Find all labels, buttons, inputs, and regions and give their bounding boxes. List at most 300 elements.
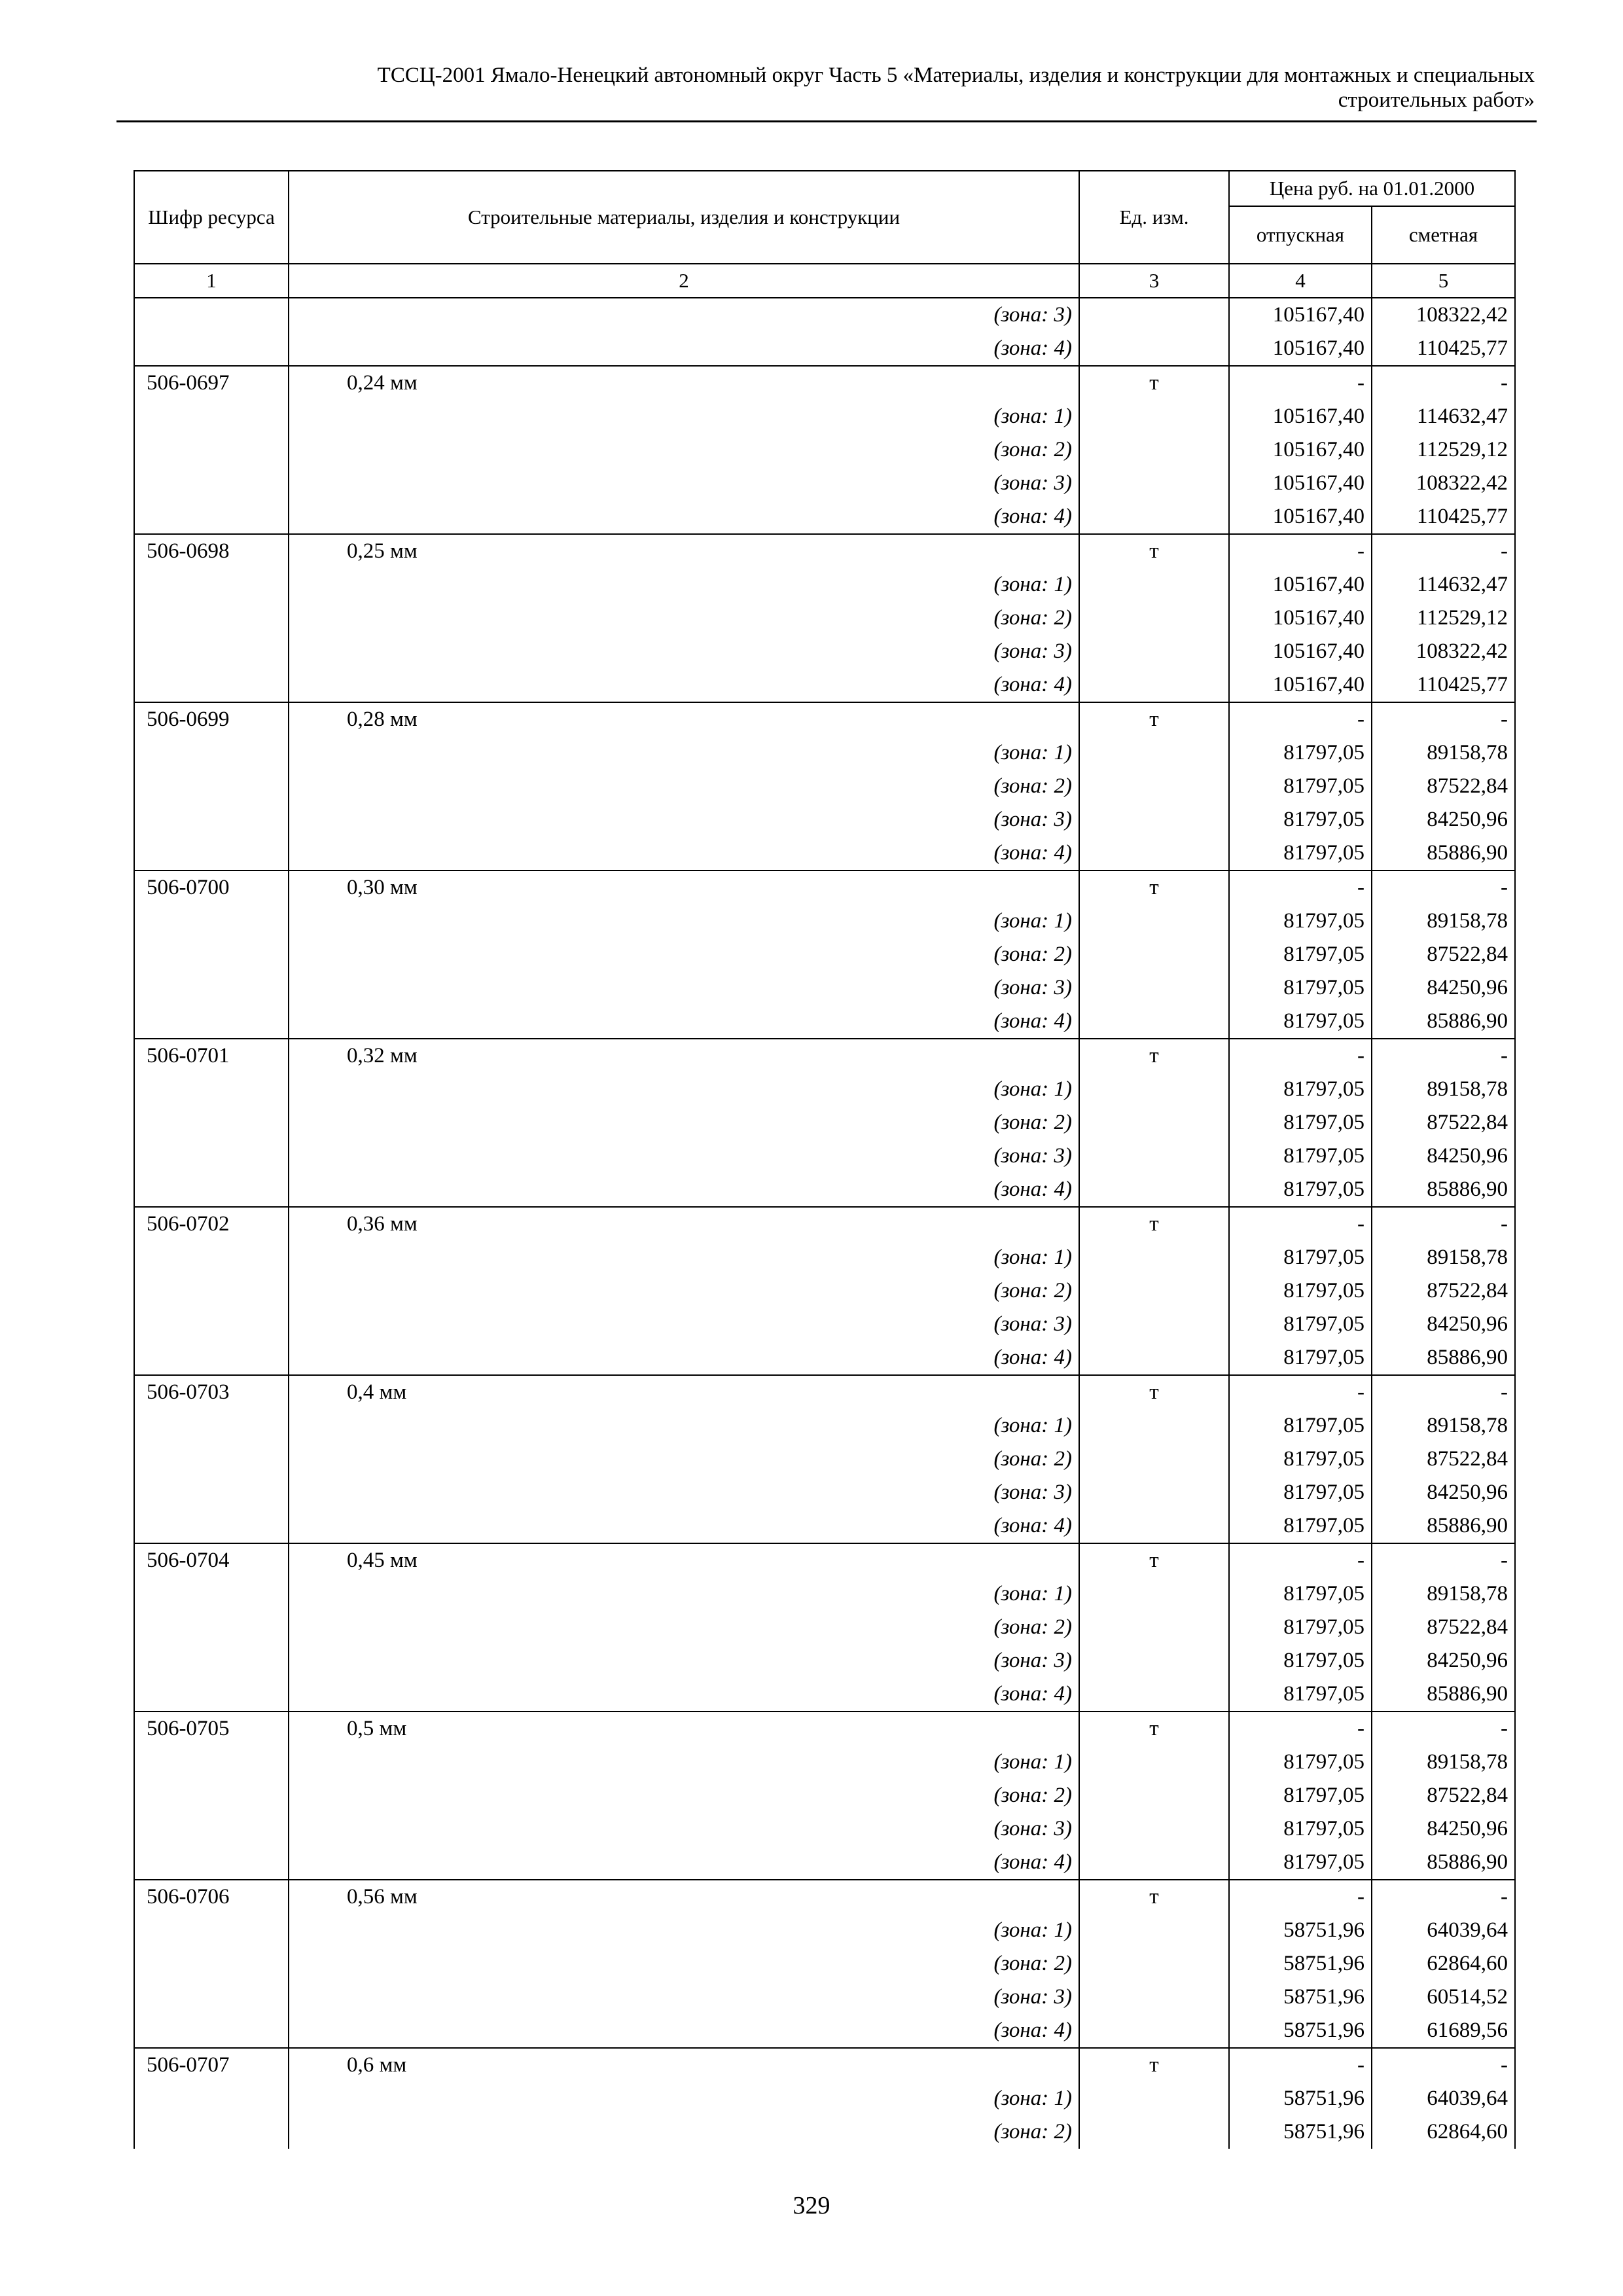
material-name-cell: 0,30 мм [289, 870, 1079, 905]
resource-code-cell [134, 668, 289, 702]
unit-cell [1079, 1308, 1229, 1341]
table-row [134, 1746, 1515, 1779]
resource-code-cell: 506-0701 [134, 1039, 289, 1073]
zone-label-cell: (зона: 3) [289, 1476, 1079, 1509]
zone-label-cell: (зона: 2) [289, 770, 1079, 803]
resource-code-cell [134, 467, 289, 500]
release-price-cell: 81797,05 [1229, 1308, 1372, 1341]
zone-label-cell: (зона: 3) [289, 467, 1079, 500]
unit-cell [1079, 2115, 1229, 2149]
table-row [134, 1677, 1515, 1712]
table-row [134, 1409, 1515, 1443]
table-row [134, 668, 1515, 702]
unit-cell: т [1079, 2048, 1229, 2082]
estimate-price-cell: 87522,84 [1372, 1443, 1515, 1476]
table-row [134, 1846, 1515, 1880]
resource-code-cell [134, 736, 289, 770]
estimate-price-cell: 114632,47 [1372, 400, 1515, 433]
resource-code-cell [134, 298, 289, 332]
table-row [134, 1173, 1515, 1207]
material-name-cell: 0,56 мм [289, 1880, 1079, 1914]
unit-cell [1079, 971, 1229, 1005]
unit-cell [1079, 500, 1229, 534]
resource-code-cell [134, 2115, 289, 2149]
unit-cell [1079, 1577, 1229, 1611]
estimate-price-cell: - [1372, 1712, 1515, 1746]
table-row [134, 836, 1515, 870]
resource-code-cell: 506-0706 [134, 1880, 289, 1914]
release-price-cell: 81797,05 [1229, 1677, 1372, 1712]
unit-cell [1079, 1274, 1229, 1308]
resource-code-cell: 506-0705 [134, 1712, 289, 1746]
estimate-price-cell: 114632,47 [1372, 568, 1515, 601]
resource-code-cell [134, 400, 289, 433]
estimate-price-cell: 89158,78 [1372, 736, 1515, 770]
release-price-cell: 81797,05 [1229, 1241, 1372, 1274]
unit-cell: т [1079, 534, 1229, 568]
zone-label-cell: (зона: 2) [289, 1443, 1079, 1476]
material-name-cell: 0,28 мм [289, 702, 1079, 736]
estimate-price-cell: 84250,96 [1372, 1308, 1515, 1341]
zone-label-cell: (зона: 1) [289, 400, 1079, 433]
release-price-cell: 105167,40 [1229, 400, 1372, 433]
release-price-cell: 81797,05 [1229, 770, 1372, 803]
unit-cell [1079, 1476, 1229, 1509]
table-row [134, 467, 1515, 500]
estimate-price-cell: 84250,96 [1372, 1644, 1515, 1677]
zone-label-cell: (зона: 4) [289, 1341, 1079, 1375]
release-price-cell: - [1229, 1039, 1372, 1073]
estimate-price-cell: 85886,90 [1372, 1846, 1515, 1880]
resource-code-cell [134, 1308, 289, 1341]
table-row [134, 1914, 1515, 1947]
table-row [134, 1779, 1515, 1812]
zone-label-cell: (зона: 3) [289, 803, 1079, 836]
zone-label-cell: (зона: 3) [289, 298, 1079, 332]
resource-code-cell [134, 1476, 289, 1509]
zone-label-cell: (зона: 4) [289, 1005, 1079, 1039]
unit-cell: т [1079, 1543, 1229, 1577]
zone-label-cell: (зона: 1) [289, 1409, 1079, 1443]
unit-cell [1079, 668, 1229, 702]
zone-label-cell: (зона: 2) [289, 433, 1079, 467]
release-price-cell: 58751,96 [1229, 2115, 1372, 2149]
estimate-price-cell: - [1372, 366, 1515, 400]
table-row [134, 2014, 1515, 2048]
unit-cell [1079, 1139, 1229, 1173]
column-number-4: 4 [1229, 264, 1372, 298]
unit-cell [1079, 433, 1229, 467]
unit-cell [1079, 332, 1229, 366]
unit-cell [1079, 803, 1229, 836]
unit-cell: т [1079, 870, 1229, 905]
unit-cell [1079, 938, 1229, 971]
material-name-cell: 0,5 мм [289, 1712, 1079, 1746]
table-row [134, 736, 1515, 770]
table-row [134, 1443, 1515, 1476]
unit-cell [1079, 1005, 1229, 1039]
table-row [134, 400, 1515, 433]
resource-code-cell: 506-0707 [134, 2048, 289, 2082]
resource-code-cell [134, 2014, 289, 2048]
material-name-cell: 0,4 мм [289, 1375, 1079, 1409]
zone-label-cell: (зона: 1) [289, 1241, 1079, 1274]
release-price-cell: 81797,05 [1229, 1746, 1372, 1779]
table-row [134, 1712, 1515, 1746]
zone-label-cell: (зона: 2) [289, 1947, 1079, 1981]
estimate-price-cell: 110425,77 [1372, 668, 1515, 702]
estimate-price-cell: - [1372, 1543, 1515, 1577]
resource-code-cell [134, 1779, 289, 1812]
release-price-cell: 81797,05 [1229, 1274, 1372, 1308]
release-price-cell: 81797,05 [1229, 1005, 1372, 1039]
unit-cell: т [1079, 1880, 1229, 1914]
resource-code-cell: 506-0700 [134, 870, 289, 905]
unit-cell [1079, 1812, 1229, 1846]
resource-code-cell [134, 1577, 289, 1611]
table-row [134, 971, 1515, 1005]
estimate-price-cell: 87522,84 [1372, 1779, 1515, 1812]
resource-code-cell [134, 1341, 289, 1375]
zone-label-cell: (зона: 3) [289, 1644, 1079, 1677]
estimate-price-cell: 89158,78 [1372, 1577, 1515, 1611]
estimate-price-cell: - [1372, 534, 1515, 568]
unit-cell [1079, 1443, 1229, 1476]
release-price-cell: - [1229, 534, 1372, 568]
resource-code-cell [134, 971, 289, 1005]
resource-code-cell [134, 1139, 289, 1173]
release-price-cell: 81797,05 [1229, 971, 1372, 1005]
table-row [134, 1139, 1515, 1173]
resource-code-cell: 506-0697 [134, 366, 289, 400]
unit-cell: т [1079, 1375, 1229, 1409]
unit-cell [1079, 1073, 1229, 1106]
table-row [134, 534, 1515, 568]
estimate-price-cell: - [1372, 1880, 1515, 1914]
table-row [134, 1207, 1515, 1241]
resource-code-cell [134, 1241, 289, 1274]
unit-cell [1079, 1106, 1229, 1139]
resource-code-cell [134, 1173, 289, 1207]
header-line-2: строительных работ» [1338, 88, 1535, 112]
release-price-cell: 81797,05 [1229, 938, 1372, 971]
resource-code-cell: 506-0702 [134, 1207, 289, 1241]
release-price-cell: 105167,40 [1229, 635, 1372, 668]
estimate-price-cell: 87522,84 [1372, 1106, 1515, 1139]
table-row [134, 1308, 1515, 1341]
release-price-cell: - [1229, 2048, 1372, 2082]
column-header-estimate: сметная [1372, 206, 1515, 264]
estimate-price-cell: 85886,90 [1372, 1509, 1515, 1543]
zone-label-cell: (зона: 2) [289, 2115, 1079, 2149]
unit-cell [1079, 1947, 1229, 1981]
release-price-cell: 81797,05 [1229, 803, 1372, 836]
zone-label-cell: (зона: 4) [289, 332, 1079, 366]
release-price-cell: 58751,96 [1229, 1947, 1372, 1981]
estimate-price-cell: 89158,78 [1372, 1073, 1515, 1106]
header-rule [116, 120, 1537, 122]
column-header-code: Шифр ресурса [134, 171, 289, 264]
estimate-price-cell: 110425,77 [1372, 332, 1515, 366]
table-row [134, 568, 1515, 601]
release-price-cell: 81797,05 [1229, 1073, 1372, 1106]
resource-code-cell [134, 1005, 289, 1039]
table-row [134, 500, 1515, 534]
zone-label-cell: (зона: 3) [289, 635, 1079, 668]
material-name-cell: 0,36 мм [289, 1207, 1079, 1241]
zone-label-cell: (зона: 1) [289, 1746, 1079, 1779]
zone-label-cell: (зона: 4) [289, 1677, 1079, 1712]
table-row [134, 1947, 1515, 1981]
unit-cell [1079, 836, 1229, 870]
table-row [134, 635, 1515, 668]
resource-code-cell [134, 1106, 289, 1139]
resource-code-cell [134, 938, 289, 971]
release-price-cell: 81797,05 [1229, 1341, 1372, 1375]
unit-cell [1079, 1914, 1229, 1947]
table-row [134, 870, 1515, 905]
table-row [134, 1543, 1515, 1577]
release-price-cell: 81797,05 [1229, 1577, 1372, 1611]
release-price-cell: 81797,05 [1229, 1611, 1372, 1644]
release-price-cell: 81797,05 [1229, 905, 1372, 938]
estimate-price-cell: 60514,52 [1372, 1981, 1515, 2014]
release-price-cell: - [1229, 366, 1372, 400]
table-row [134, 1039, 1515, 1073]
zone-label-cell: (зона: 2) [289, 1106, 1079, 1139]
estimate-price-cell: 89158,78 [1372, 1409, 1515, 1443]
table-row [134, 332, 1515, 366]
zone-label-cell: (зона: 4) [289, 1509, 1079, 1543]
resource-code-cell: 506-0699 [134, 702, 289, 736]
table-body [134, 298, 1515, 2149]
resource-code-cell: 506-0704 [134, 1543, 289, 1577]
unit-cell [1079, 905, 1229, 938]
column-header-release: отпускная [1229, 206, 1372, 264]
resource-code-cell [134, 836, 289, 870]
zone-label-cell: (зона: 3) [289, 971, 1079, 1005]
estimate-price-cell: 87522,84 [1372, 1611, 1515, 1644]
estimate-price-cell: 85886,90 [1372, 1005, 1515, 1039]
estimate-price-cell: 84250,96 [1372, 803, 1515, 836]
estimate-price-cell: 89158,78 [1372, 1746, 1515, 1779]
estimate-price-cell: 61689,56 [1372, 2014, 1515, 2048]
resource-code-cell [134, 1644, 289, 1677]
table-row [134, 938, 1515, 971]
release-price-cell: 81797,05 [1229, 1409, 1372, 1443]
release-price-cell: 81797,05 [1229, 1509, 1372, 1543]
estimate-price-cell: 87522,84 [1372, 770, 1515, 803]
column-header-unit: Ед. изм. [1079, 171, 1229, 264]
estimate-price-cell: 87522,84 [1372, 1274, 1515, 1308]
column-header-price-group: Цена руб. на 01.01.2000 [1229, 171, 1515, 206]
zone-label-cell: (зона: 1) [289, 1914, 1079, 1947]
unit-cell [1079, 1173, 1229, 1207]
zone-label-cell: (зона: 1) [289, 1073, 1079, 1106]
estimate-price-cell: 85886,90 [1372, 1677, 1515, 1712]
resource-code-cell [134, 770, 289, 803]
release-price-cell: - [1229, 702, 1372, 736]
unit-cell [1079, 1779, 1229, 1812]
zone-label-cell: (зона: 2) [289, 601, 1079, 635]
resource-code-cell: 506-0703 [134, 1375, 289, 1409]
column-number-5: 5 [1372, 264, 1515, 298]
unit-cell: т [1079, 366, 1229, 400]
unit-cell [1079, 2014, 1229, 2048]
estimate-price-cell: 85886,90 [1372, 836, 1515, 870]
table-row [134, 2048, 1515, 2082]
column-number-2: 2 [289, 264, 1079, 298]
table-row [134, 1073, 1515, 1106]
release-price-cell: 58751,96 [1229, 1914, 1372, 1947]
estimate-price-cell: 89158,78 [1372, 905, 1515, 938]
estimate-price-cell: - [1372, 1207, 1515, 1241]
resource-code-cell: 506-0698 [134, 534, 289, 568]
estimate-price-cell: - [1372, 702, 1515, 736]
resource-code-cell [134, 905, 289, 938]
estimate-price-cell: 84250,96 [1372, 1476, 1515, 1509]
release-price-cell: 58751,96 [1229, 2014, 1372, 2048]
table-row [134, 601, 1515, 635]
release-price-cell: 81797,05 [1229, 1106, 1372, 1139]
release-price-cell: 105167,40 [1229, 332, 1372, 366]
table-row [134, 1812, 1515, 1846]
unit-cell [1079, 400, 1229, 433]
material-name-cell: 0,24 мм [289, 366, 1079, 400]
material-name-cell: 0,6 мм [289, 2048, 1079, 2082]
estimate-price-cell: 110425,77 [1372, 500, 1515, 534]
estimate-price-cell: 108322,42 [1372, 467, 1515, 500]
release-price-cell: 105167,40 [1229, 601, 1372, 635]
unit-cell [1079, 467, 1229, 500]
zone-label-cell: (зона: 1) [289, 2082, 1079, 2115]
table-row [134, 2082, 1515, 2115]
release-price-cell: 58751,96 [1229, 1981, 1372, 2014]
unit-cell [1079, 1409, 1229, 1443]
unit-cell [1079, 2082, 1229, 2115]
resource-code-cell [134, 1812, 289, 1846]
resource-code-cell [134, 803, 289, 836]
zone-label-cell: (зона: 2) [289, 1779, 1079, 1812]
release-price-cell: 105167,40 [1229, 500, 1372, 534]
table-row [134, 1375, 1515, 1409]
table-row [134, 1644, 1515, 1677]
unit-cell [1079, 601, 1229, 635]
estimate-price-cell: 87522,84 [1372, 938, 1515, 971]
zone-label-cell: (зона: 1) [289, 905, 1079, 938]
table-row [134, 803, 1515, 836]
release-price-cell: 105167,40 [1229, 298, 1372, 332]
estimate-price-cell: 64039,64 [1372, 1914, 1515, 1947]
resource-code-cell [134, 1073, 289, 1106]
unit-cell [1079, 1611, 1229, 1644]
estimate-price-cell: 85886,90 [1372, 1341, 1515, 1375]
release-price-cell: 105167,40 [1229, 668, 1372, 702]
release-price-cell: 81797,05 [1229, 1443, 1372, 1476]
table-row [134, 1106, 1515, 1139]
table-row [134, 702, 1515, 736]
material-name-cell: 0,32 мм [289, 1039, 1079, 1073]
unit-cell [1079, 736, 1229, 770]
resource-code-cell [134, 568, 289, 601]
estimate-price-cell: 84250,96 [1372, 1812, 1515, 1846]
resource-code-cell [134, 433, 289, 467]
estimate-price-cell: 112529,12 [1372, 433, 1515, 467]
zone-label-cell: (зона: 4) [289, 1173, 1079, 1207]
estimate-price-cell: - [1372, 1039, 1515, 1073]
column-number-3: 3 [1079, 264, 1229, 298]
zone-label-cell: (зона: 1) [289, 736, 1079, 770]
table-row [134, 1611, 1515, 1644]
unit-cell [1079, 1981, 1229, 2014]
table-row [134, 1341, 1515, 1375]
table-row [134, 1577, 1515, 1611]
resource-code-cell [134, 1846, 289, 1880]
table-row [134, 1476, 1515, 1509]
release-price-cell: 81797,05 [1229, 836, 1372, 870]
estimate-price-cell: 108322,42 [1372, 635, 1515, 668]
release-price-cell: 81797,05 [1229, 1644, 1372, 1677]
unit-cell [1079, 1509, 1229, 1543]
resource-code-cell [134, 2082, 289, 2115]
release-price-cell: 81797,05 [1229, 1476, 1372, 1509]
estimate-price-cell: 112529,12 [1372, 601, 1515, 635]
release-price-cell: - [1229, 1543, 1372, 1577]
zone-label-cell: (зона: 4) [289, 668, 1079, 702]
page-number: 329 [793, 2192, 830, 2219]
table-row [134, 1509, 1515, 1543]
unit-cell [1079, 1677, 1229, 1712]
zone-label-cell: (зона: 4) [289, 1846, 1079, 1880]
resource-code-cell [134, 1981, 289, 2014]
release-price-cell: 81797,05 [1229, 1173, 1372, 1207]
release-price-cell: 81797,05 [1229, 1812, 1372, 1846]
zone-label-cell: (зона: 4) [289, 500, 1079, 534]
header-line-1: ТССЦ-2001 Ямало-Ненецкий автономный округ Часть 5 «Материалы, изделия и конструкции для монтажных и специальных [377, 63, 1535, 87]
release-price-cell: - [1229, 1207, 1372, 1241]
resource-code-cell [134, 1611, 289, 1644]
resource-code-cell [134, 601, 289, 635]
release-price-cell: 105167,40 [1229, 467, 1372, 500]
unit-cell [1079, 1846, 1229, 1880]
table-row [134, 1005, 1515, 1039]
release-price-cell: - [1229, 1880, 1372, 1914]
unit-cell: т [1079, 1712, 1229, 1746]
price-table [134, 170, 1516, 2149]
table-row [134, 1981, 1515, 2014]
resource-code-cell [134, 1746, 289, 1779]
resource-code-cell [134, 500, 289, 534]
release-price-cell: - [1229, 1712, 1372, 1746]
unit-cell: т [1079, 702, 1229, 736]
estimate-price-cell: 64039,64 [1372, 2082, 1515, 2115]
table-row [134, 433, 1515, 467]
estimate-price-cell: - [1372, 1375, 1515, 1409]
estimate-price-cell: - [1372, 2048, 1515, 2082]
unit-cell [1079, 1241, 1229, 1274]
unit-cell [1079, 1746, 1229, 1779]
table-row [134, 1274, 1515, 1308]
estimate-price-cell: 84250,96 [1372, 971, 1515, 1005]
column-number-1: 1 [134, 264, 289, 298]
table-header [134, 171, 1515, 298]
unit-cell: т [1079, 1039, 1229, 1073]
estimate-price-cell: 62864,60 [1372, 2115, 1515, 2149]
table-row [134, 905, 1515, 938]
unit-cell [1079, 635, 1229, 668]
estimate-price-cell: 62864,60 [1372, 1947, 1515, 1981]
estimate-price-cell: 89158,78 [1372, 1241, 1515, 1274]
